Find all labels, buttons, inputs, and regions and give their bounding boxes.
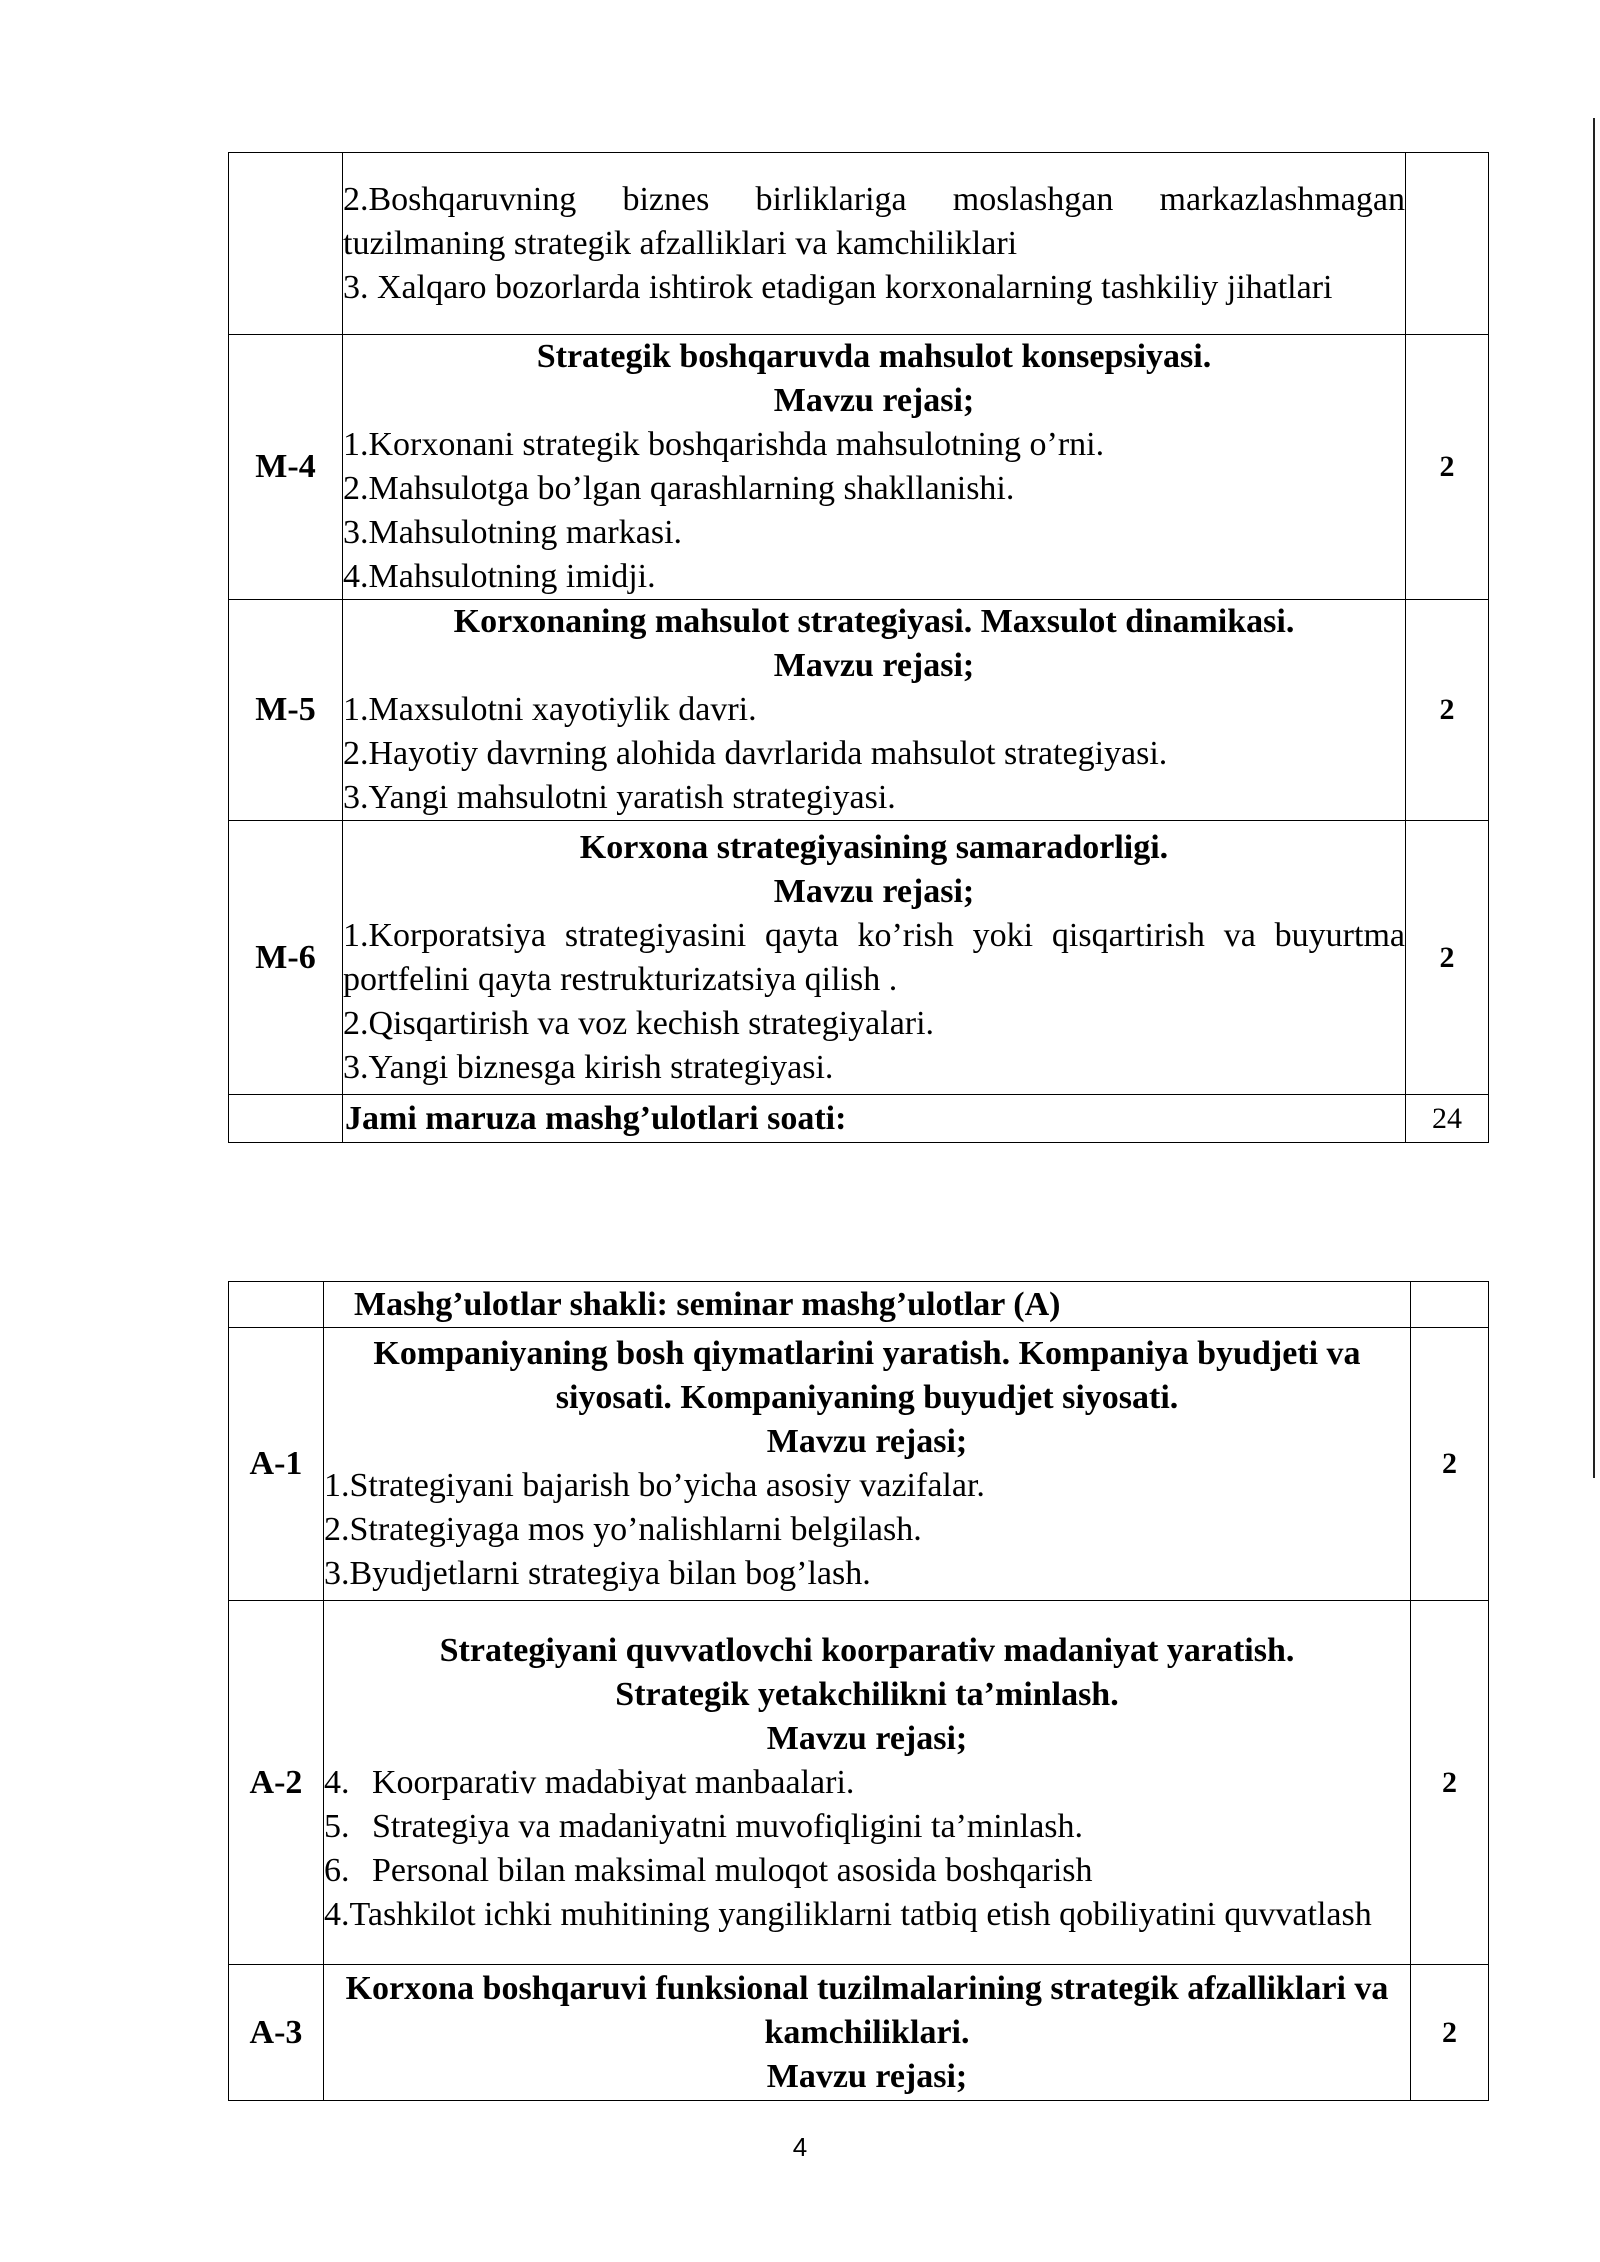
list-text: Strategiya va madaniyatni muvofiqligini ta’minlash. [372, 1807, 1084, 1845]
topic-title: Korxonaning mahsulot strategiyasi. Maxsulot dinamikasi. [453, 603, 1295, 640]
topic-item: 3.Yangi mahsulotni yaratish strategiyasi. [343, 779, 896, 816]
topic-code: M-5 [229, 600, 343, 821]
hours-cell [1411, 1282, 1489, 1328]
right-margin-rule [1593, 118, 1595, 1478]
topic-item: 2.Hayotiy davrning alohida davrlarida mahsulot strategiyasi. [343, 735, 1168, 772]
code-cell [229, 153, 343, 335]
section-header-cell [324, 1282, 1411, 1328]
table-row [229, 1282, 1489, 1328]
section-header: Mashg’ulotlar shakli: seminar mashg’ulotlar (A) [354, 1285, 1061, 1323]
topic-item: 1.Strategiyani bajarish bo’yicha asosiy vazifalar. [324, 1467, 985, 1504]
topic-title: Strategik yetakchilikni ta’minlash. [615, 1675, 1119, 1713]
topic-hours: 2 [1406, 335, 1489, 600]
topic-cell [324, 1965, 1411, 2101]
table-row [229, 821, 1489, 1095]
seminars-table [228, 1281, 1489, 2101]
topic-item: 2.Boshqaruvning biznes birliklariga moslashgan markazlashmagan tuzilmaning strategik afzalliklari va kamchiliklari [343, 180, 1405, 262]
table-row [229, 153, 1489, 335]
topic-cell [324, 1601, 1411, 1965]
lectures-table [228, 152, 1489, 1143]
table-row [229, 335, 1489, 600]
table-row [229, 600, 1489, 821]
list-item [324, 1805, 1410, 1849]
topic-code: A-3 [229, 1965, 324, 2101]
plan-heading: Mavzu rejasi; [766, 2057, 968, 2095]
topic-cell [324, 1328, 1411, 1601]
topic-hours: 2 [1406, 600, 1489, 821]
list-number: 6. [324, 1851, 350, 1889]
code-cell [229, 1095, 343, 1143]
topic-item: 3. Xalqaro bozorlarda ishtirok etadigan korxonalarning tashkiliy jihatlari [343, 268, 1333, 306]
topic-cell [343, 821, 1406, 1095]
topic-hours: 2 [1411, 1328, 1489, 1601]
plan-heading: Mavzu rejasi; [773, 647, 975, 684]
topic-item: 4.Tashkilot ichki muhitining yangiliklarni tatbiq etish qobiliyatini quvvatlash [324, 1895, 1372, 1933]
topic-item: 2.Strategiyaga mos yo’nalishlarni belgilash. [324, 1511, 922, 1548]
table-row [229, 1965, 1489, 2101]
hours-cell [1406, 153, 1489, 335]
list-number: 5. [324, 1807, 350, 1845]
list-text: Personal bilan maksimal muloqot asosida boshqarish [372, 1851, 1093, 1889]
topic-title: Korxona strategiyasining samaradorligi. [579, 828, 1169, 866]
topic-title: Strategiyani quvvatlovchi koorparativ madaniyat yaratish. [439, 1631, 1295, 1669]
table-row [229, 1328, 1489, 1601]
page-number: 4 [792, 2132, 808, 2162]
total-hours: 24 [1406, 1095, 1489, 1143]
plan-heading: Mavzu rejasi; [773, 872, 975, 910]
topic-hours: 2 [1406, 821, 1489, 1095]
plan-heading: Mavzu rejasi; [773, 382, 975, 419]
topic-cell [343, 153, 1406, 335]
topic-cell [343, 600, 1406, 821]
total-label: Jami maruza mashg’ulotlari soati: [345, 1099, 847, 1137]
list-item [324, 1849, 1410, 1893]
topic-title: Korxona boshqaruvi funksional tuzilmalarining strategik afzalliklari va kamchiliklari. [345, 1969, 1389, 2051]
topic-code: A-2 [229, 1601, 324, 1965]
topic-hours: 2 [1411, 1965, 1489, 2101]
topic-item: 2.Qisqartirish va voz kechish strategiyalari. [343, 1004, 935, 1042]
topic-hours: 2 [1411, 1601, 1489, 1965]
table-row [229, 1601, 1489, 1965]
list-number: 4. [324, 1763, 350, 1801]
topic-item: 3.Yangi biznesga kirish strategiyasi. [343, 1048, 834, 1086]
topic-cell [343, 335, 1406, 600]
plan-heading: Mavzu rejasi; [766, 1423, 968, 1460]
topic-item: 2.Mahsulotga bo’lgan qarashlarning shakllanishi. [343, 470, 1015, 507]
topic-title: Strategik boshqaruvda mahsulot konsepsiyasi. [536, 338, 1212, 375]
topic-code: M-6 [229, 821, 343, 1095]
topic-item: 3.Byudjetlarni strategiya bilan bog’lash. [324, 1555, 871, 1592]
topic-title: Kompaniyaning bosh qiymatlarini yaratish. Kompaniya byudjeti va siyosati. Kompaniyaning buyudjet siyosati. [373, 1335, 1361, 1416]
plan-heading: Mavzu rejasi; [766, 1719, 968, 1757]
topic-item: 4.Mahsulotning imidji. [343, 558, 656, 595]
topic-item: 3.Mahsulotning markasi. [343, 514, 683, 551]
topic-item: 1.Korporatsiya strategiyasini qayta ko’rish yoki qisqartirish va buyurtma portfelini qayta restrukturizatsiya qilish . [343, 916, 1405, 998]
topic-item: 1.Maxsulotni xayotiylik davri. [343, 691, 757, 728]
table-row [229, 1095, 1489, 1143]
topic-code: A-1 [229, 1328, 324, 1601]
list-item [324, 1761, 1410, 1805]
topic-item: 1.Korxonani strategik boshqarishda mahsulotning o’rni. [343, 426, 1105, 463]
topic-code: M-4 [229, 335, 343, 600]
total-cell [343, 1095, 1406, 1143]
code-cell [229, 1282, 324, 1328]
list-text: Koorparativ madabiyat manbaalari. [372, 1763, 855, 1801]
